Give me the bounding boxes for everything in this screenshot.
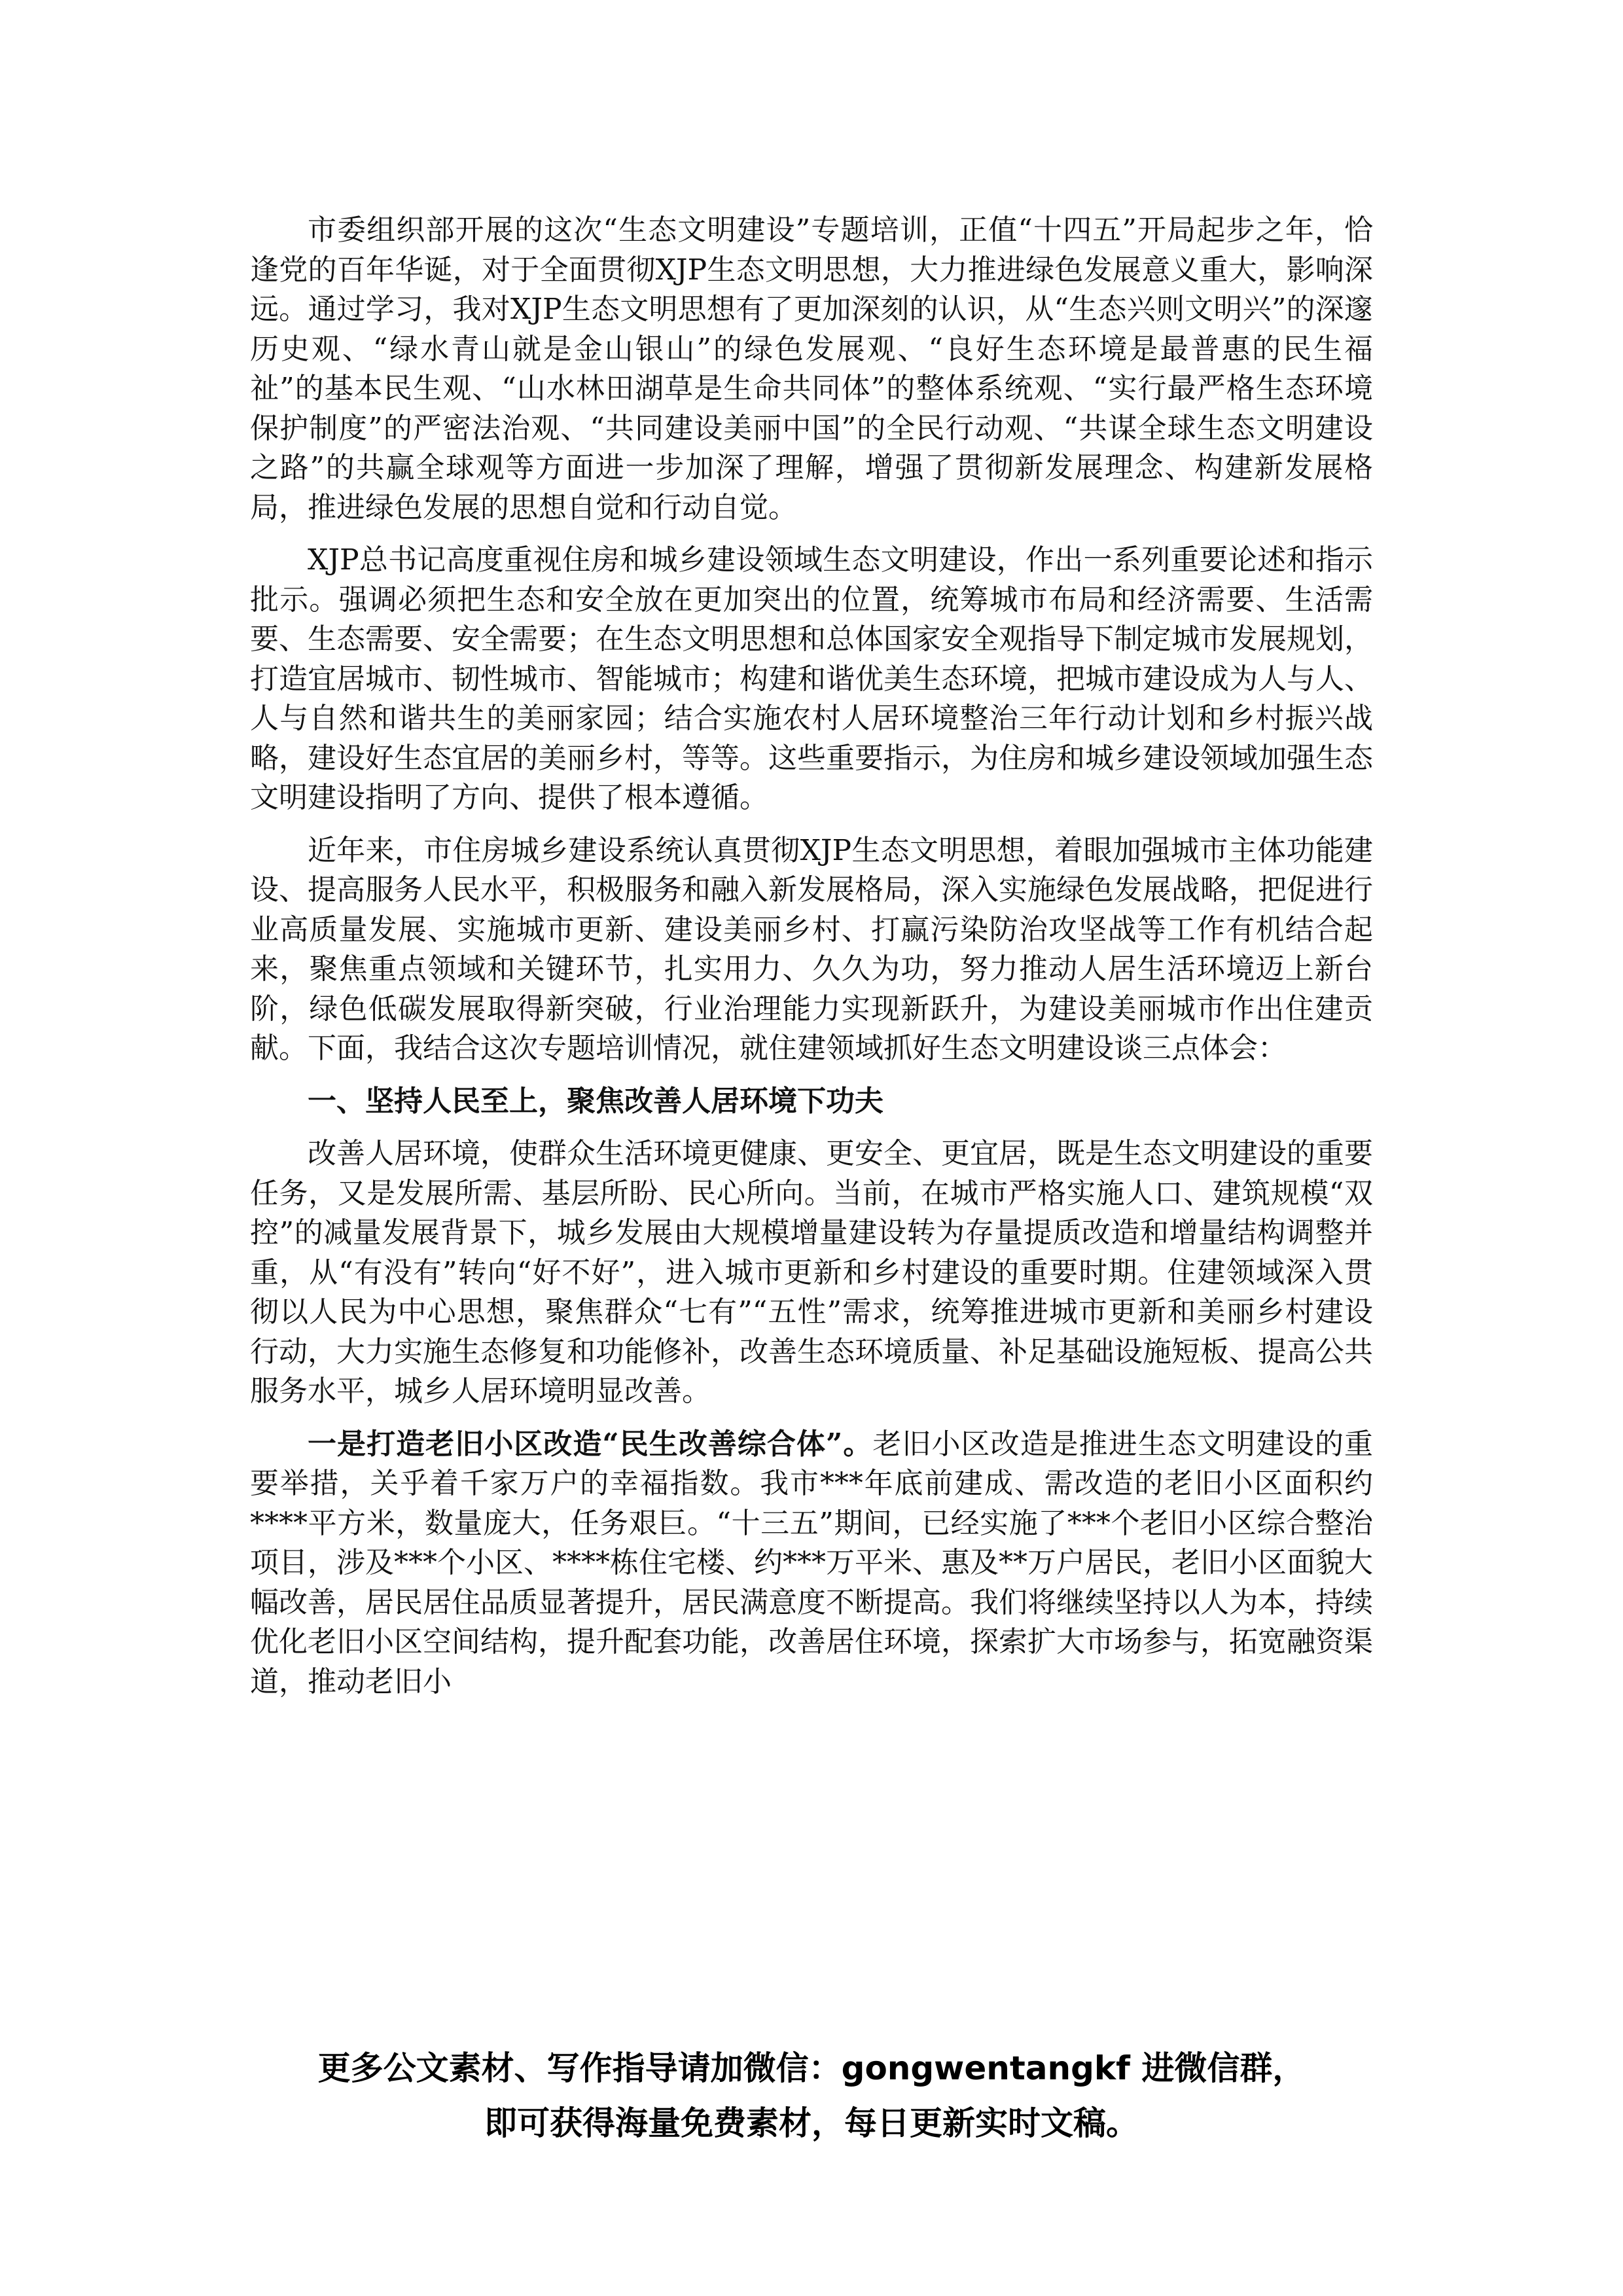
paragraph-achievements: 近年来，市住房城乡建设系统认真贯彻XJP生态文明思想，着眼加强城市主体功能建设、提高服务人民水平，积极服务和融入新发展格局，深入实施绿色发展战略，把促进行业高质量发展、实施城市更新、建设美丽乡村、打赢污染防治攻坚战等工作有机结合起来，聚焦重点领域和关键环节，扎实用力、久久为功，努力推动人居生活环境迈上新台阶，绿色低碳发展取得新突破，行业治理能力实现新跃升，为建设美丽城市作出住建贡献。下面，我结合这次专题培训情况，就住建领域抓好生态文明建设谈三点体会： xyxy=(250,833,1373,1065)
point-one-lead: 一是打造老旧小区改造“民生改善综合体”。 xyxy=(308,1427,873,1461)
paragraph-intro: 市委组织部开展的这次“生态文明建设”专题培训，正值“十四五”开局起步之年，恰逢党的百年华诞，对于全面贯彻XJP生态文明思想，大力推进绿色发展意义重大，影响深远。通过学习，我对XJP生态文明思想有了更加深刻的认识，从“生态兴则文明兴”的深邃历史观、“绿水青山就是金山银山”的绿色发展观、“良好生态环境是最普惠的民生福祉”的基本民生观、“山水林田湖草是生命共同体”的整体系统观、“实行最严格生态环境保护制度”的严密法治观、“共同建设美丽中国”的全民行动观、“共谋全球生态文明建设之路”的共赢全球观等方面进一步加深了理解，增强了贯彻新发展理念、构建新发展格局，推进绿色发展的思想自觉和行动自觉。 xyxy=(250,213,1373,524)
point-one-text: 老旧小区改造是推进生态文明建设的重要举措，关乎着千家万户的幸福指数。我市***年底前建成、需改造的老旧小区面积约****平方米，数量庞大，任务艰巨。“十三五”期间，已经实施了***个老旧小区综合整治项目，涉及***个小区、****栋住宅楼、约***万平米、惠及**万户居民，老旧小区面貌大幅改善，居民居住品质显著提升，居民满意度不断提高。我们将继续坚持以人为本，持续优化老旧小区空间结构，提升配套功能，改善居住环境，探索扩大市场参与，拓宽融资渠道，推动老旧小 xyxy=(250,1427,1374,1698)
paragraph-section-intro: 改善人居环境，使群众生活环境更健康、更安全、更宜居，既是生态文明建设的重要任务，又是发展所需、基层所盼、民心所向。当前，在城市严格实施人口、建筑规模“双控”的减量发展背景下，城乡发展由大规模增量建设转为存量提质改造和增量结构调整并重，从“有没有”转向“好不好”，进入城市更新和乡村建设的重要时期。住建领域深入贯彻以人民为中心思想，聚焦群众“七有”“五性”需求，统筹推进城市更新和美丽乡村建设行动，大力实施生态修复和功能修补，改善生态环境质量、补足基础设施短板、提高公共服务水平，城乡人居环境明显改善。 xyxy=(250,1137,1373,1408)
paragraph-instructions: XJP总书记高度重视住房和城乡建设领域生态文明建设，作出一系列重要论述和指示批示。强调必须把生态和安全放在更加突出的位置，统筹城市布局和经济需要、生活需要、生态需要、安全需要；在生态文明思想和总体国家安全观指导下制定城市发展规划，打造宜居城市、韧性城市、智能城市；构建和谐优美生态环境，把城市建设成为人与人、人与自然和谐共生的美丽家园；结合实施农村人居环境整治三年行动计划和乡村振兴战略，建设好生态宜居的美丽乡村，等等。这些重要指示，为住房和城乡建设领域加强生态文明建设指明了方向、提供了根本遵循。 xyxy=(250,543,1373,814)
footer-line-2: 即可获得海量免费素材，每日更新实时文稿。 xyxy=(484,2104,1139,2142)
paragraph-point-one xyxy=(250,1425,1373,1702)
footer-promo xyxy=(196,2041,1427,2151)
footer-line-1: 更多公文素材、写作指导请加微信：gongwentangkf 进微信群， xyxy=(317,2049,1306,2087)
section-heading: 一、坚持人民至上，聚焦改善人居环境下功夫 xyxy=(308,1084,883,1118)
document-body xyxy=(250,211,1373,1715)
